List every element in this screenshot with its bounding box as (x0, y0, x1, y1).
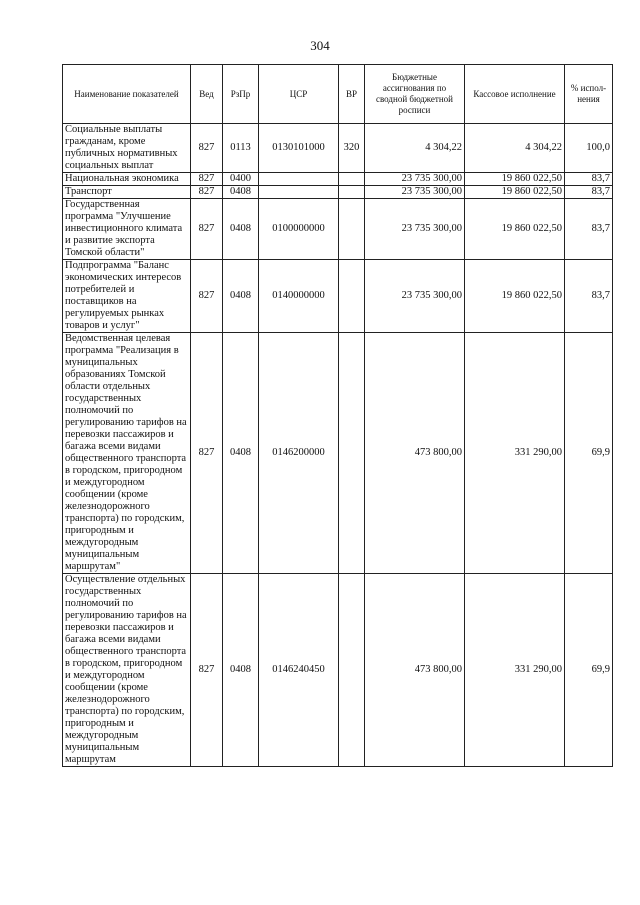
row-ved: 827 (191, 186, 223, 199)
table-row (63, 124, 613, 173)
table-row (63, 186, 613, 199)
row-ved: 827 (191, 173, 223, 186)
row-percent: 69,9 (565, 333, 613, 574)
row-name: Национальная экономика (63, 173, 191, 186)
row-percent: 83,7 (565, 173, 613, 186)
table-row (63, 333, 613, 574)
row-budget: 23 735 300,00 (365, 186, 465, 199)
column-header-percent: % испол-нения (565, 65, 613, 124)
row-percent: 83,7 (565, 260, 613, 333)
column-header-rzpr: РзПр (223, 65, 259, 124)
row-csr: 0130101000 (259, 124, 339, 173)
row-percent: 100,0 (565, 124, 613, 173)
row-percent: 83,7 (565, 186, 613, 199)
row-vr (339, 574, 365, 767)
row-percent: 69,9 (565, 574, 613, 767)
table-row (63, 260, 613, 333)
row-csr: 0146200000 (259, 333, 339, 574)
row-rzpr: 0408 (223, 260, 259, 333)
row-rzpr: 0400 (223, 173, 259, 186)
column-header-ved: Вед (191, 65, 223, 124)
row-vr (339, 333, 365, 574)
row-csr: 0100000000 (259, 199, 339, 260)
row-budget: 4 304,22 (365, 124, 465, 173)
page-number: 304 (310, 38, 330, 53)
row-budget: 473 800,00 (365, 333, 465, 574)
row-rzpr: 0408 (223, 199, 259, 260)
row-name: Транспорт (63, 186, 191, 199)
row-budget: 473 800,00 (365, 574, 465, 767)
row-name: Подпрограмма "Баланс экономических интересов потребителей и поставщиков на регулируемых рынках товаров и услуг" (63, 260, 191, 333)
row-budget: 23 735 300,00 (365, 260, 465, 333)
column-header-csr: ЦСР (259, 65, 339, 124)
row-vr (339, 260, 365, 333)
row-name: Осуществление отдельных государственных полномочий по регулированию тарифов на перевозки пассажиров и багажа всеми видами общественного транспорта в городском, пригородном и междугородном сообщении (кроме железнодорожного транспорта) по городским, пригородным и междугородным муниципальным маршрутам (63, 574, 191, 767)
row-vr (339, 173, 365, 186)
row-csr: 0146240450 (259, 574, 339, 767)
row-vr (339, 199, 365, 260)
row-cash: 19 860 022,50 (465, 186, 565, 199)
row-csr (259, 173, 339, 186)
row-rzpr: 0408 (223, 333, 259, 574)
row-budget: 23 735 300,00 (365, 199, 465, 260)
row-vr (339, 186, 365, 199)
row-budget: 23 735 300,00 (365, 173, 465, 186)
row-rzpr: 0408 (223, 574, 259, 767)
table-row (63, 199, 613, 260)
row-cash: 4 304,22 (465, 124, 565, 173)
table-header-row (63, 65, 613, 124)
row-percent: 83,7 (565, 199, 613, 260)
column-header-budget: Бюджетные ассигнования по сводной бюджетной росписи (365, 65, 465, 124)
table-row (63, 574, 613, 767)
row-rzpr: 0408 (223, 186, 259, 199)
column-header-vr: ВР (339, 65, 365, 124)
row-cash: 331 290,00 (465, 574, 565, 767)
row-rzpr: 0113 (223, 124, 259, 173)
row-cash: 19 860 022,50 (465, 260, 565, 333)
column-header-name: Наименование показателей (63, 65, 191, 124)
row-ved: 827 (191, 333, 223, 574)
row-name: Ведомственная целевая программа "Реализация в муниципальных образованиях Томской области отдельных государственных полномочий по регулированию тарифов на перевозки пассажиров и багажа всеми видами общественного транспорта в городском, пригородном и междугородном сообщении (кроме железнодорожного транспорта) по городским, пригородным и междугородным муниципальным маршрутам" (63, 333, 191, 574)
row-cash: 331 290,00 (465, 333, 565, 574)
row-ved: 827 (191, 574, 223, 767)
row-ved: 827 (191, 124, 223, 173)
row-ved: 827 (191, 199, 223, 260)
table-row (63, 173, 613, 186)
row-cash: 19 860 022,50 (465, 199, 565, 260)
row-vr: 320 (339, 124, 365, 173)
budget-execution-table (62, 64, 613, 767)
row-csr (259, 186, 339, 199)
row-csr: 0140000000 (259, 260, 339, 333)
row-cash: 19 860 022,50 (465, 173, 565, 186)
row-name: Государственная программа "Улучшение инвестиционного климата и развитие экспорта Томской области" (63, 199, 191, 260)
column-header-cash: Кассовое исполнение (465, 65, 565, 124)
row-name: Социальные выплаты гражданам, кроме публичных нормативных социальных выплат (63, 124, 191, 173)
row-ved: 827 (191, 260, 223, 333)
